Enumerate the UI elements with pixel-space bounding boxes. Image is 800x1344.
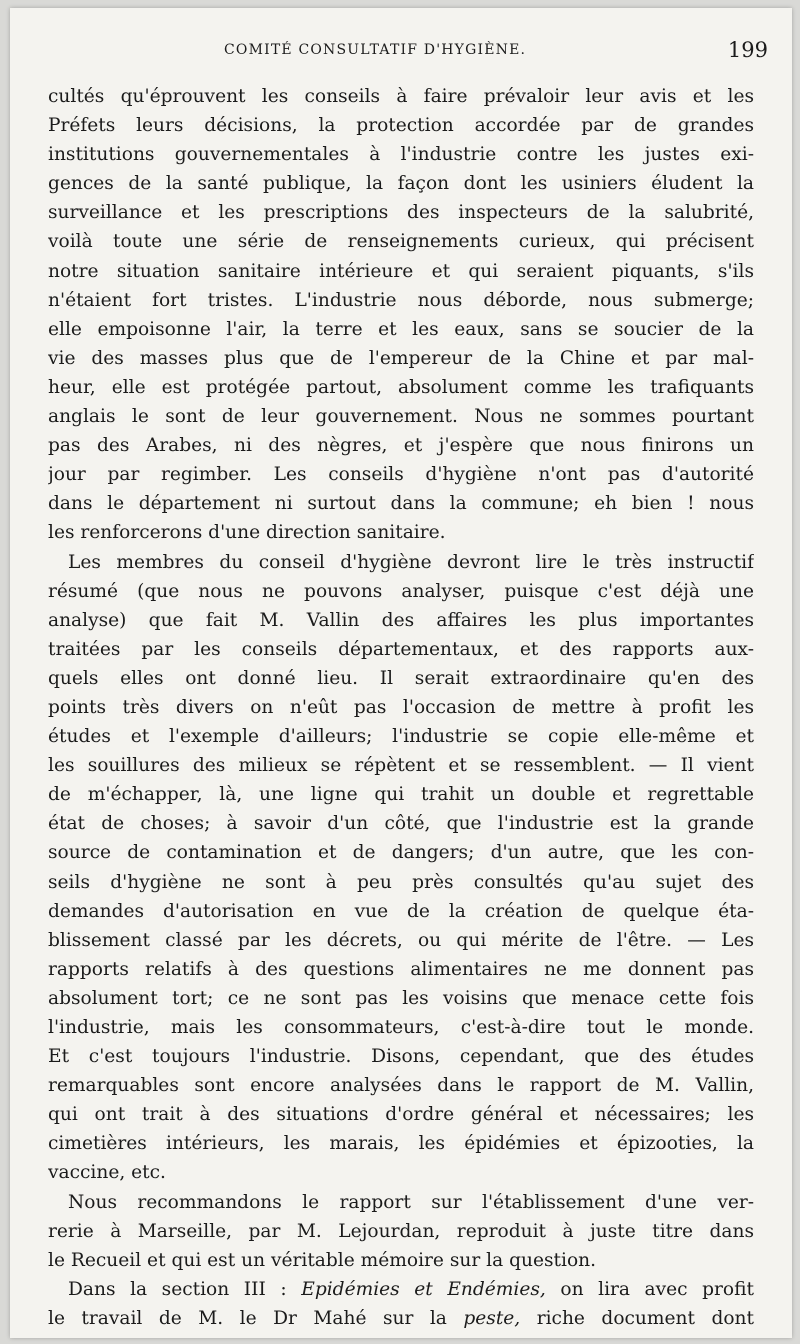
text-line: Nous recommandons le rapport sur l'établissement d'une ver- [68, 1191, 754, 1213]
text-run: riche document dont [520, 1307, 754, 1329]
text-line: surveillance et les prescriptions des inspecteurs de la salubrité, [48, 202, 754, 224]
text-line: qui ont trait à des situations d'ordre général et nécessaires; les [48, 1104, 754, 1126]
book-page [10, 8, 792, 1338]
text-line: études et l'exemple d'ailleurs; l'industrie se copie elle-même et [48, 726, 754, 748]
running-head [10, 36, 792, 66]
text-run: on lira avec profit [545, 1278, 754, 1300]
text-line: rapports relatifs à des questions alimentaires ne me donnent pas [48, 958, 754, 980]
text-line: heur, elle est protégée partout, absolument comme les trafiquants [48, 376, 754, 398]
text-line: source de contamination et de dangers; d'un autre, que les con- [48, 842, 754, 864]
body-text [48, 82, 754, 1333]
text-line: demandes d'autorisation en vue de la création de quelque éta- [48, 900, 754, 922]
text-line: quels elles ont donné lieu. Il serait extraordinaire qu'en des [48, 667, 754, 689]
text-line: état de choses; à savoir d'un côté, que l'industrie est la grande [48, 813, 754, 835]
text-run: Dans la section III : [68, 1278, 302, 1300]
text-line: résumé (que nous ne pouvons analyser, puisque c'est déjà une [48, 580, 754, 602]
text-line: dans le département ni surtout dans la commune; eh bien ! nous [48, 493, 754, 515]
text-line: cimetières intérieurs, les marais, les épidémies et épizooties, la [48, 1133, 754, 1155]
text-line: analyse) que fait M. Vallin des affaires les plus importantes [48, 609, 754, 631]
text-line: traitées par les conseils départementaux, et des rapports aux- [48, 638, 754, 660]
page-number: 199 [727, 38, 768, 62]
text-line: absolument tort; ce ne sont pas les voisins que menace cette fois [48, 987, 754, 1009]
text-line: de m'échapper, là, une ligne qui trahit un double et regrettable [48, 784, 754, 806]
text-line: notre situation sanitaire intérieure et qui seraient piquants, s'ils [48, 260, 754, 282]
text-line: Et c'est toujours l'industrie. Disons, cependant, que des études [48, 1046, 754, 1068]
text-line: Préfets leurs décisions, la protection accordée par de grandes [48, 115, 754, 137]
text-line: le Recueil et qui est un véritable mémoire sur la question. [48, 1249, 597, 1271]
text-line: voilà toute une série de renseignements curieux, qui précisent [48, 231, 754, 253]
text-line: seils d'hygiène ne sont à peu près consultés qu'au sujet des [48, 871, 754, 893]
text-line: n'étaient fort tristes. L'industrie nous déborde, nous submerge; [48, 289, 754, 311]
text-line: Les membres du conseil d'hygiène devront lire le très instructif [68, 551, 754, 573]
text-line: institutions gouvernementales à l'industrie contre les justes exi- [48, 144, 754, 166]
text-line: les renforcerons d'une direction sanitaire. [48, 522, 446, 544]
running-title: COMITÉ CONSULTATIF D'HYGIÈNE. [224, 42, 527, 58]
text-line: les souillures des milieux se répètent et se ressemblent. — Il vient [48, 755, 754, 777]
text-line: vie des masses plus que de l'empereur de la Chine et par mal- [48, 347, 754, 369]
text-line: points très divers on n'eût pas l'occasion de mettre à profit les [48, 696, 754, 718]
text-line: elle empoisonne l'air, la terre et les eaux, sans se soucier de la [48, 318, 754, 340]
italic-word: peste, [463, 1307, 521, 1329]
text-run: le travail de M. le Dr Mahé sur la [48, 1307, 464, 1329]
text-line: anglais le sont de leur gouvernement. Nous ne sommes pourtant [48, 406, 754, 428]
text-line: l'industrie, mais les consommateurs, c'est-à-dire tout le monde. [48, 1017, 754, 1038]
text-line [48, 1275, 754, 1304]
text-line [48, 1304, 754, 1333]
text-line: gences de la santé publique, la façon dont les usiniers éludent la [48, 173, 754, 195]
text-line: vaccine, etc. [48, 1162, 166, 1184]
text-line: cultés qu'éprouvent les conseils à faire prévaloir leur avis et les [48, 86, 754, 107]
italic-section-title: Epidémies et Endémies, [301, 1278, 546, 1300]
text-line: blissement classé par les décrets, ou qui mérite de l'être. — Les [48, 929, 754, 951]
text-line: rerie à Marseille, par M. Lejourdan, reproduit à juste titre dans [48, 1220, 754, 1242]
text-line: jour par regimber. Les conseils d'hygiène n'ont pas d'autorité [48, 464, 754, 486]
text-line: pas des Arabes, ni des nègres, et j'espère que nous finirons un [48, 435, 754, 457]
text-line: remarquables sont encore analysées dans le rapport de M. Vallin, [48, 1075, 754, 1097]
